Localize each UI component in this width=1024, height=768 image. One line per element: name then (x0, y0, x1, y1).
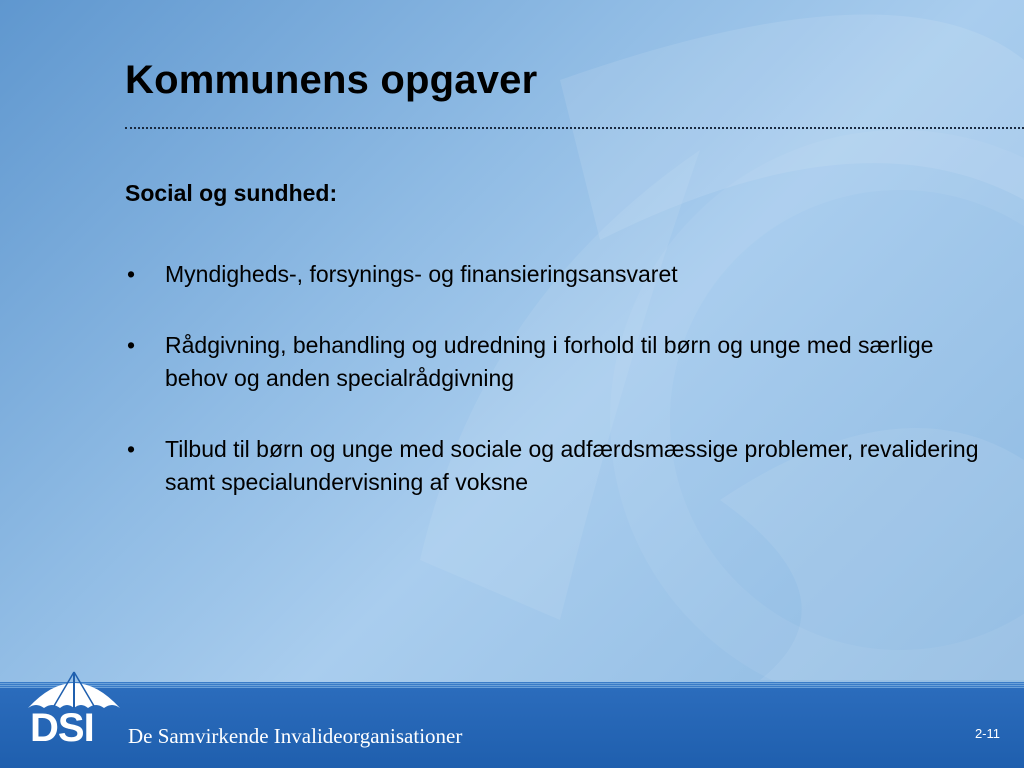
bullet-text: Rådgivning, behandling og udredning i forhold til børn og unge med særlige behov og anden specialrådgivning (165, 332, 934, 391)
bullet-dot: • (127, 261, 136, 287)
organization-name: De Samvirkende Invalideorganisationer (128, 724, 463, 748)
bullet-list (125, 258, 985, 537)
bullet-text: Tilbud til børn og unge med sociale og adfærdsmæssige problemer, revalidering samt specialundervisning af voksne (165, 436, 979, 495)
logo-text: DSI (30, 706, 94, 750)
title-divider (125, 127, 1024, 129)
bullet-item (125, 433, 985, 499)
slide-title: Kommunens opgaver (125, 58, 538, 102)
bullet-item (125, 329, 985, 395)
bullet-item (125, 258, 985, 291)
page-number: 2-11 (974, 726, 1000, 741)
bullet-dot: • (127, 332, 136, 358)
bullet-text: Myndigheds-, forsynings- og finansieringsansvaret (165, 261, 678, 287)
bullet-dot: • (127, 436, 136, 462)
section-subheading: Social og sundhed: (125, 180, 338, 206)
